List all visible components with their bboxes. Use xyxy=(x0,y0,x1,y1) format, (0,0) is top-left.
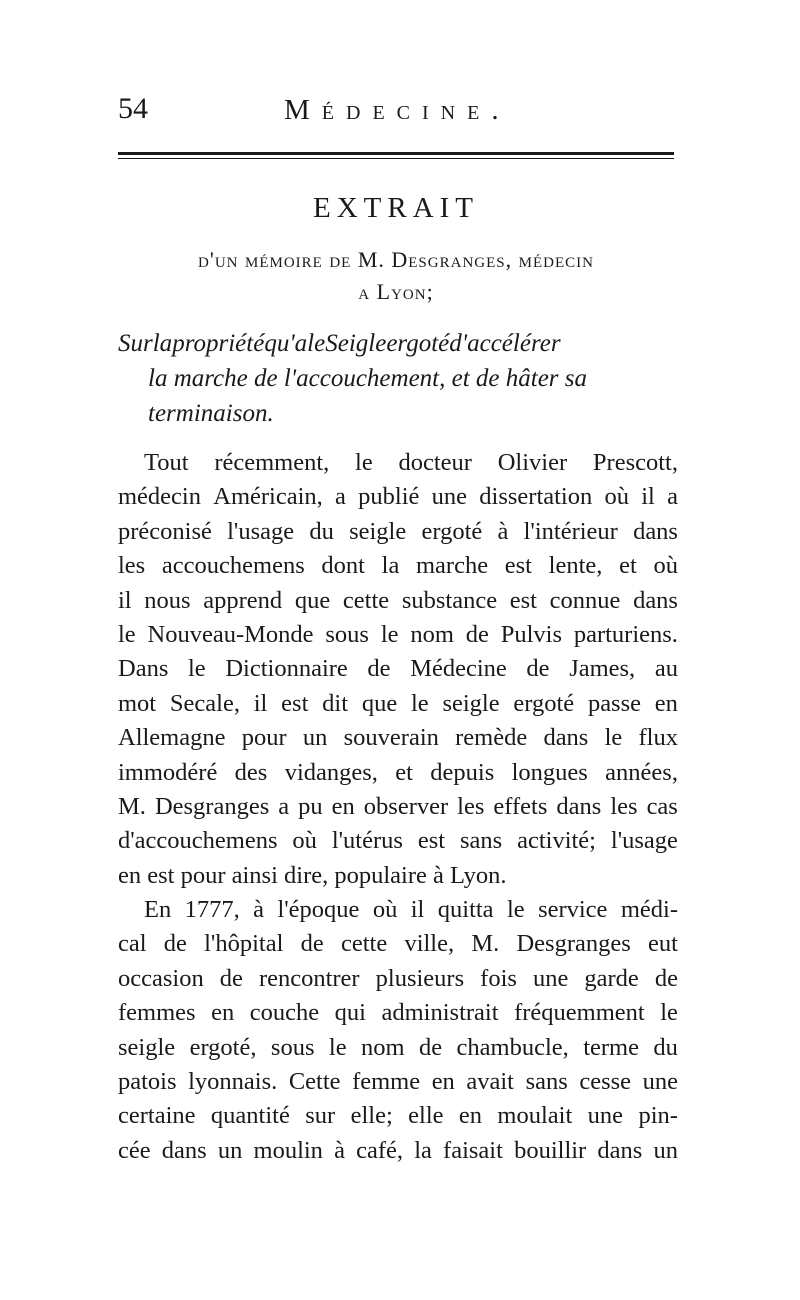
body-line: en est pour ainsi dire, populaire à Lyon. xyxy=(118,861,507,889)
body-line: occasion de rencontrer plusieurs fois une garde de xyxy=(118,964,678,992)
body-line: les accouchemens dont la marche est lente, et où xyxy=(118,552,678,580)
page-number: 54 xyxy=(118,92,148,125)
body-line: Dans le Dictionnaire de Médecine de James, au xyxy=(118,655,678,683)
body-line: cal de l'hôpital de cette ville, M. Desgranges eut xyxy=(118,930,678,958)
body-line: il nous apprend que cette substance est connue dans xyxy=(118,586,678,614)
section-title: EXTRAIT xyxy=(312,192,480,224)
body-line: le Nouveau-Monde sous le nom de Pulvis parturiens. xyxy=(118,620,678,648)
body-line: cée dans un moulin à café, la faisait bouillir dans un xyxy=(118,1136,678,1164)
body-line: médecin Américain, a publié une dissertation où il a xyxy=(118,483,678,511)
running-title: Médecine. xyxy=(284,94,511,126)
body-text xyxy=(118,446,678,1168)
body-line: femmes en couche qui administrait fréquemment le xyxy=(118,999,678,1027)
body-line: Allemagne pour un souverain remède dans le flux xyxy=(118,724,678,752)
header-rule xyxy=(118,152,674,155)
summary-line: Surlapropriétéqu'aleSeigleergotéd'accélérer xyxy=(118,330,561,357)
subtitle-line-1: d'un mémoire de M. Desgranges, médecin xyxy=(198,247,594,272)
body-line: seigle ergoté, sous le nom de chambucle, terme du xyxy=(118,1033,678,1061)
summary-line: la marche de l'accouchement, et de hâter sa xyxy=(148,365,588,392)
subtitle-line-2: a Lyon; xyxy=(358,279,434,304)
body-line: patois lyonnais. Cette femme en avait sans cesse une xyxy=(118,1068,678,1096)
body-line: immodéré des vidanges, et depuis longues années, xyxy=(118,758,678,786)
body-line: Tout récemment, le docteur Olivier Prescott, xyxy=(144,449,678,476)
body-line: préconisé l'usage du seigle ergoté à l'intérieur dans xyxy=(118,517,678,545)
header-rule-thin xyxy=(118,158,674,159)
body-line: certaine quantité sur elle; elle en moulait une pin- xyxy=(118,1102,678,1130)
body-line: M. Desgranges a pu en observer les effets dans les cas xyxy=(118,792,678,820)
section-subtitle xyxy=(118,244,674,308)
running-head xyxy=(118,92,678,132)
body-line: d'accouchemens où l'utérus est sans activité; l'usage xyxy=(118,827,678,855)
body-line: En 1777, à l'époque où il quitta le service médi- xyxy=(144,896,678,924)
summary-line: terminaison. xyxy=(148,400,274,427)
body-line: mot Secale, il est dit que le seigle ergoté passe en xyxy=(118,689,678,717)
article-summary xyxy=(118,326,674,431)
